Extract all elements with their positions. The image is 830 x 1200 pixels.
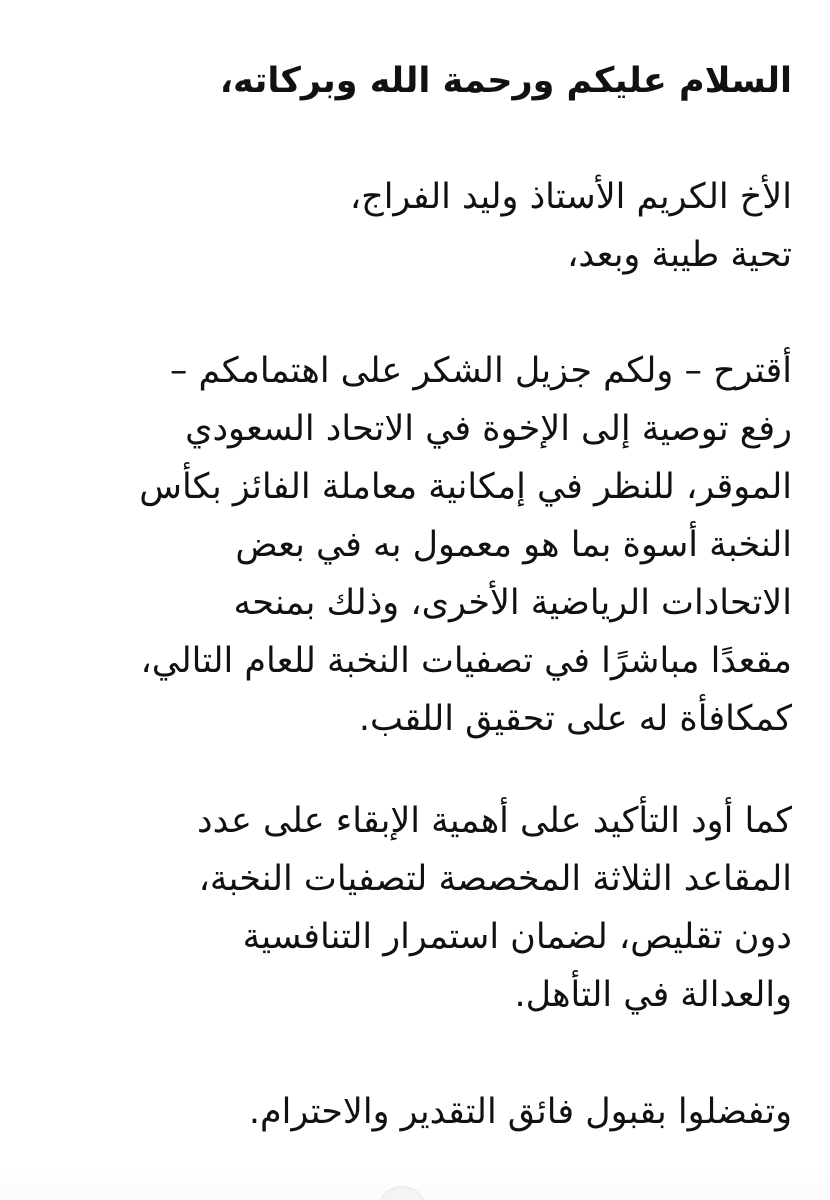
paragraph-line: النخبة أسوة بما هو معمول به في بعض bbox=[235, 525, 792, 565]
letter-paragraph-seats bbox=[32, 792, 792, 1024]
paragraph-line: أقترح – ولكم جزيل الشكر على اهتمامكم – bbox=[169, 351, 792, 391]
paragraph-line: مقعدًا مباشرًا في تصفيات النخبة للعام التالي، bbox=[140, 641, 792, 681]
paragraph-line: دون تقليص، لضمان استمرار التنافسية bbox=[242, 917, 792, 957]
addressee-line: الأخ الكريم الأستاذ وليد الفراج، bbox=[349, 177, 792, 217]
closing-line: وتفضلوا بقبول فائق التقدير والاحترام. bbox=[248, 1092, 792, 1132]
paragraph-line: كما أود التأكيد على أهمية الإبقاء على عدد bbox=[197, 801, 792, 841]
salutation-line: تحية طيبة وبعد، bbox=[567, 235, 792, 275]
paragraph-line: الموقر، للنظر في إمكانية معاملة الفائز بكأس bbox=[139, 467, 792, 507]
paragraph-line: رفع توصية إلى الإخوة في الاتحاد السعودي bbox=[185, 409, 792, 449]
letter-greeting bbox=[32, 52, 792, 110]
letter-addressee bbox=[32, 168, 792, 284]
paragraph-line: والعدالة في التأهل. bbox=[514, 975, 792, 1015]
letter-closing bbox=[32, 1083, 792, 1141]
paragraph-line: الاتحادات الرياضية الأخرى، وذلك بمنحه bbox=[233, 583, 792, 623]
letter-paragraph-proposal bbox=[32, 342, 792, 748]
paragraph-line: كمكافأة له على تحقيق اللقب. bbox=[358, 699, 792, 739]
paragraph-line: المقاعد الثلاثة المخصصة لتصفيات النخبة، bbox=[198, 859, 792, 899]
greeting-line: السلام عليكم ورحمة الله وبركاته، bbox=[219, 61, 792, 101]
